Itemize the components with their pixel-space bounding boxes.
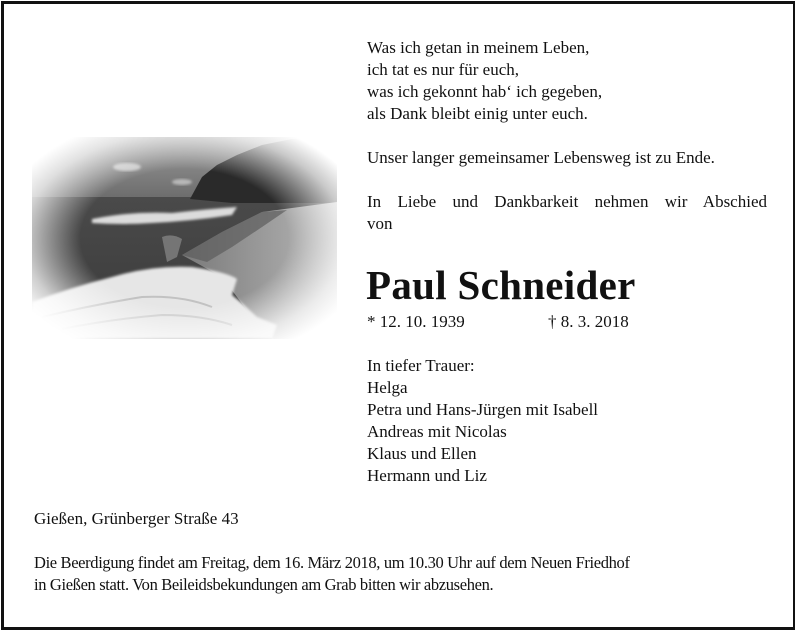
farewell-line: In Liebe und Dankbarkeit nehmen wir Abschied [367,192,767,211]
funeral-info [34,552,630,596]
mourners-list [367,355,598,487]
mourner-name: Petra und Hans-Jürgen mit Isabell [367,400,599,419]
mourning-heading: In tiefer Trauer: [367,356,475,375]
photo-beach-icon [32,137,337,339]
birth-date: * 12. 10. 1939 [367,312,465,331]
mourner-name: Helga [367,378,408,397]
farewell-line: von [367,214,393,233]
poem-line: Was ich getan in meinem Leben, [367,38,590,57]
beach-photo [32,137,337,339]
funeral-line: in Gießen statt. Von Beileidsbekundungen am Grab bitten wir abzusehen. [34,575,494,594]
deceased-name: Paul Schneider [366,262,636,308]
farewell-text [367,191,767,235]
death-date: † 8. 3. 2018 [548,312,629,331]
poem [367,37,602,125]
life-together-text: Unser langer gemeinsamer Lebensweg ist zu Ende. [367,148,715,167]
address: Gießen, Grünberger Straße 43 [34,509,239,528]
mourner-name: Hermann und Liz [367,466,487,485]
funeral-line: Die Beerdigung findet am Freitag, dem 16. März 2018, um 10.30 Uhr auf dem Neuen Friedhof [34,553,630,572]
poem-line: als Dank bleibt einig unter euch. [367,104,588,123]
mourner-name: Klaus und Ellen [367,444,477,463]
mourner-name: Andreas mit Nicolas [367,422,507,441]
poem-line: ich tat es nur für euch, [367,60,519,79]
poem-line: was ich gekonnt hab‘ ich gegeben, [367,82,603,101]
